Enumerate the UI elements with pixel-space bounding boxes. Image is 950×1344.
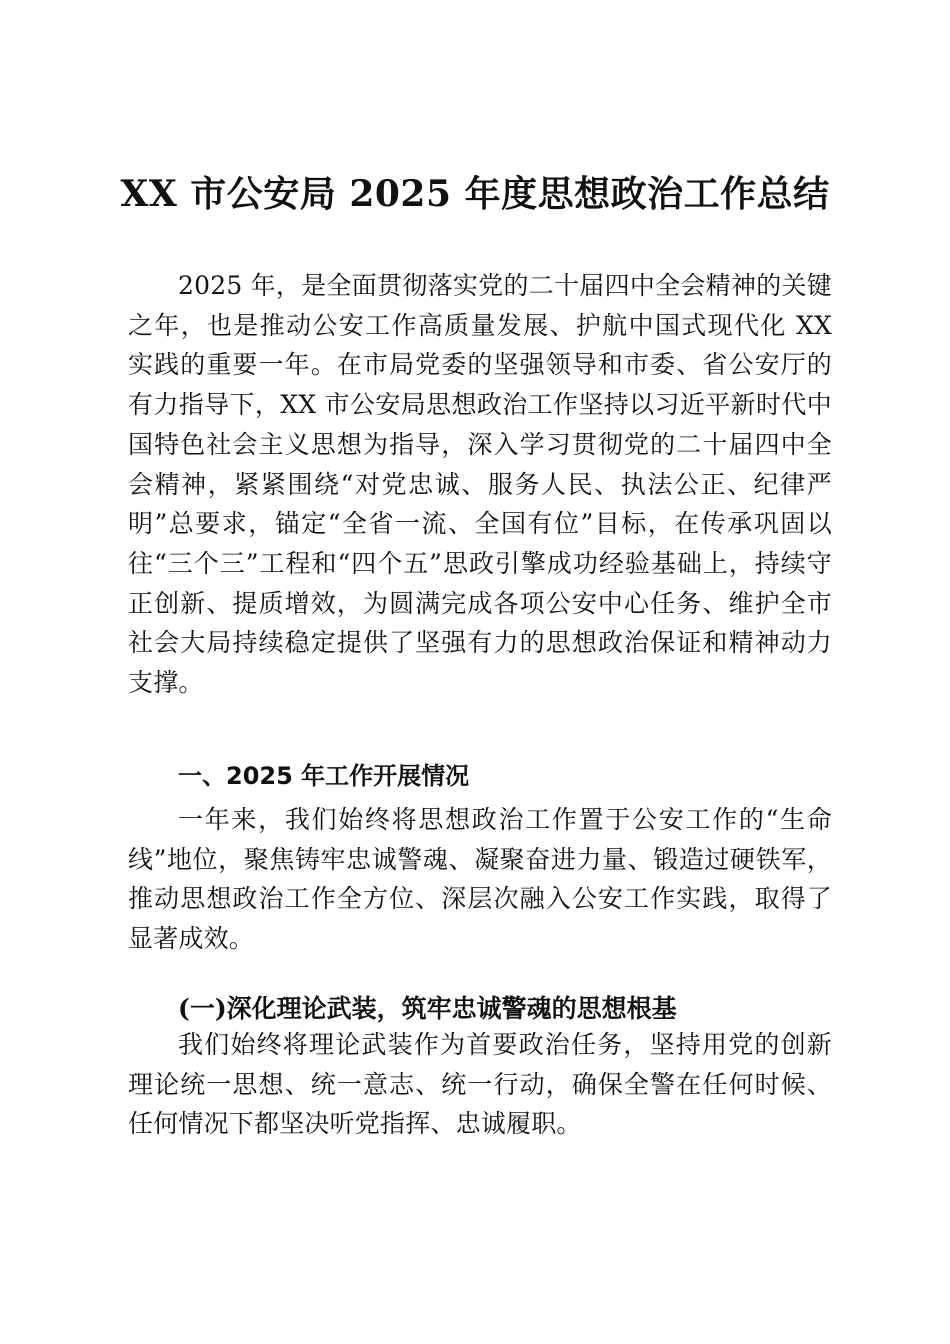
section-heading-1: 一、2025 年工作开展情况 (178, 762, 470, 790)
section-1-paragraph: 一年来，我们始终将思想政治工作置于公安工作的“生命线”地位，聚焦铸牢忠诚警魂、凝聚奋进力量、锻造过硬铁军，推动思想政治工作全方位、深层次融入公安工作实践，取得了显著成效。 (128, 805, 832, 954)
subsection-1-paragraph: 我们始终将理论武装作为首要政治任务，坚持用党的创新理论统一思想、统一意志、统一行动，确保全警在任何时候、任何情况下都坚决听党指挥、忠诚履职。 (128, 1030, 832, 1139)
subsection-heading-1: (一)深化理论武装，筑牢忠诚警魂的思想根基 (178, 994, 677, 1023)
document-title: XX 市公安局 2025 年度思想政治工作总结 (120, 173, 830, 215)
intro-paragraph: 2025 年，是全面贯彻落实党的二十届四中全会精神的关键之年，也是推动公安工作高质量发展、护航中国式现代化 XX 实践的重要一年。在市局党委的坚强领导和市委、省公安厅的有力指导下，XX 市公安局思想政治工作坚持以习近平新时代中国特色社会主义思想为指导，深入学习贯彻党的二十届四中全会精神，紧紧围绕“对党忠诚、服务人民、执法公正、纪律严明”总要求，锚定“全省一流、全国有位”目标，在传承巩固以往“三个三”工程和“四个五”思政引擎成功经验基础上，持续守正创新、提质增效，为圆满完成各项公安中心任务、维护全市社会大局持续稳定提供了坚强有力的思想政治保证和精神动力支撑。 (128, 271, 832, 698)
